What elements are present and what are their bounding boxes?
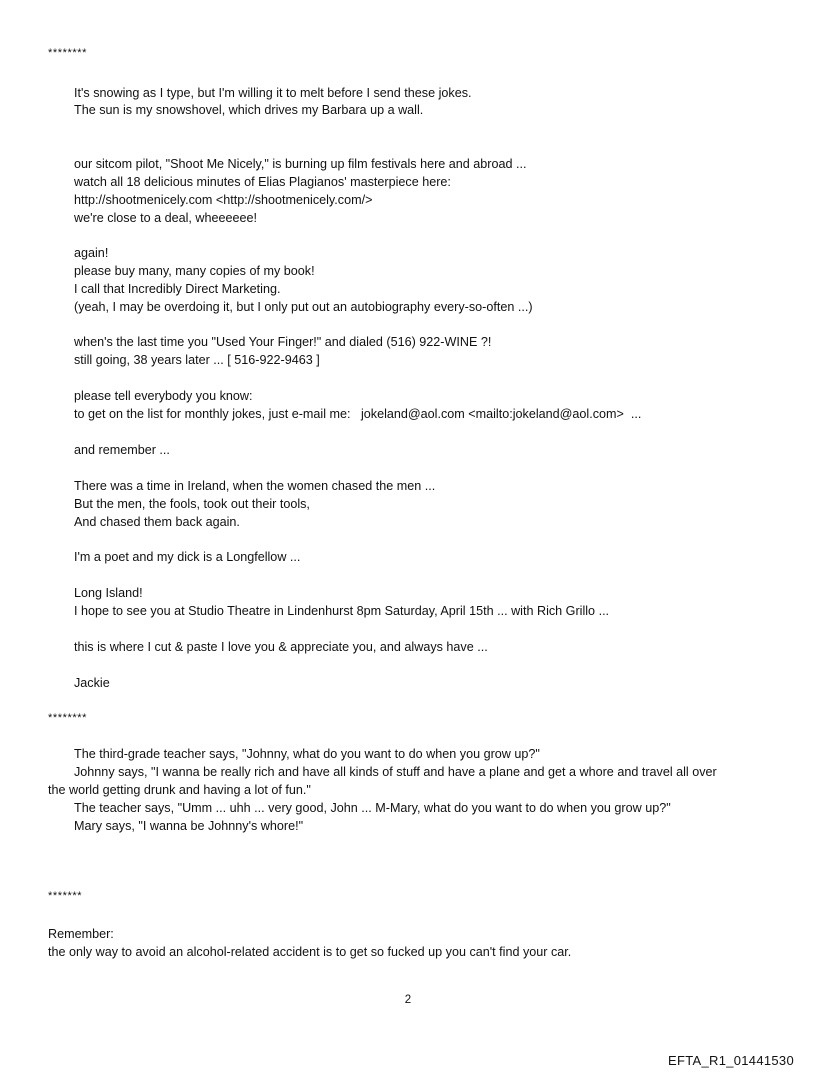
text-line: Remember: <box>48 927 114 941</box>
text-line: There was a time in Ireland, when the women chased the men ... <box>74 479 436 493</box>
text-line: The third-grade teacher says, "Johnny, what do you want to do when you grow up?" <box>74 747 540 761</box>
text-line: the world getting drunk and having a lot of fun." <box>48 783 311 797</box>
text-line: Long Island! <box>74 586 143 600</box>
text-line: I call that Incredibly Direct Marketing. <box>74 282 281 296</box>
text-line: to get on the list for monthly jokes, just e-mail me: jokeland@aol.com <mailto:jokeland@aol.com> ... <box>74 407 642 421</box>
text-line: when's the last time you "Used Your Finger!" and dialed (516) 922-WINE ?! <box>74 335 492 349</box>
text-line: (yeah, I may be overdoing it, but I only put out an autobiography every-so-often ...) <box>74 300 533 314</box>
text-line: please tell everybody you know: <box>74 389 253 403</box>
text-line: we're close to a deal, wheeeeee! <box>74 211 258 225</box>
separator: ******** <box>48 712 88 724</box>
text-line: again! <box>74 246 109 260</box>
separator: ******* <box>48 890 83 902</box>
text-line: I hope to see you at Studio Theatre in Lindenhurst 8pm Saturday, April 15th ... with Rich Grillo ... <box>74 604 610 618</box>
text-line: The sun is my snowshovel, which drives my Barbara up a wall. <box>74 103 424 117</box>
page-number: 2 <box>404 994 412 1006</box>
text-line: please buy many, many copies of my book! <box>74 264 315 278</box>
text-line: Johnny says, "I wanna be really rich and have all kinds of stuff and have a plane and get a whore and travel all over <box>74 765 717 779</box>
text-line: It's snowing as I type, but I'm willing it to melt before I send these jokes. <box>74 86 472 100</box>
text-line: But the men, the fools, took out their tools, <box>74 497 310 511</box>
text-line: The teacher says, "Umm ... uhh ... very good, John ... M-Mary, what do you want to do when you grow up?" <box>74 801 671 815</box>
text-line: and remember ... <box>74 443 170 457</box>
text-line: And chased them back again. <box>74 515 240 529</box>
text-line: our sitcom pilot, "Shoot Me Nicely," is burning up film festivals here and abroad ... <box>74 157 527 171</box>
text-line: the only way to avoid an alcohol-related accident is to get so fucked up you can't find your car. <box>48 945 572 959</box>
signature: Jackie <box>74 676 110 690</box>
text-line: watch all 18 delicious minutes of Elias Plagianos' masterpiece here: <box>74 175 451 189</box>
text-line: still going, 38 years later ... [ 516-922-9463 ] <box>74 353 320 367</box>
text-line: this is where I cut & paste I love you & appreciate you, and always have ... <box>74 640 488 654</box>
text-line: Mary says, "I wanna be Johnny's whore!" <box>74 819 304 833</box>
text-line: I'm a poet and my dick is a Longfellow ... <box>74 550 301 564</box>
link-text: http://shootmenicely.com <http://shootmenicely.com/> <box>74 193 373 207</box>
separator: ******** <box>48 47 88 59</box>
bates-number: EFTA_R1_01441530 <box>668 1053 794 1068</box>
